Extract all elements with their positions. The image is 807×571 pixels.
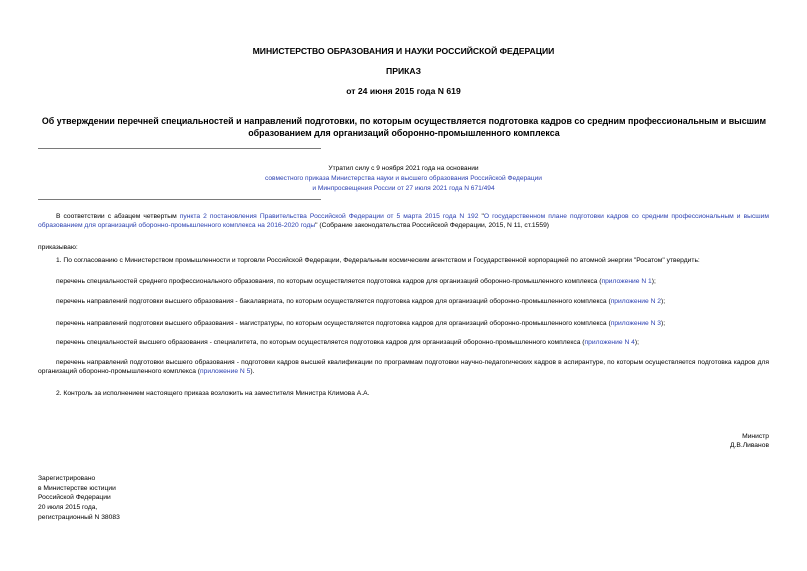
order-date: от 24 июня 2015 года N 619	[346, 86, 461, 96]
preamble-tail: " (Собрание законодательства Российской Федерации, 2015, N 11, ст.1559)	[315, 222, 550, 229]
ministry-heading: МИНИСТЕРСТВО ОБРАЗОВАНИЯ И НАУКИ РОССИЙСКОЙ ФЕДЕРАЦИИ	[252, 46, 555, 56]
order-heading: ПРИКАЗ	[386, 66, 421, 76]
order-title: Об утверждении перечней специальностей и направлений подготовки, по которым осуществляется подготовка кадров со средним профессиональным и высшим образованием для организаций оборонно-промышленного комплекса	[41, 116, 767, 138]
preamble-mid: "	[478, 213, 484, 220]
expiry-note-link[interactable]: и Минпросвещения России от 27 июля 2021 года N 671/494	[312, 185, 495, 192]
list-item-text: перечень направлений подготовки высшего образования - подготовки кадров высшей квалификации по программам подготовки научно-педагогических кадров в аспирантуре, по которым осуществляется подготовка кадров для организаций оборонно-промышленного комплекса (	[38, 359, 769, 375]
order-item-2: 2. Контроль за исполнением настоящего приказа возложить на заместителя Министра Климова А.А.	[56, 390, 370, 397]
signature-name: Д.В.Ливанов	[730, 442, 769, 449]
preamble-intro: В соответствии с абзацем четвертым	[56, 213, 180, 220]
order-item-1: 1. По согласованию с Министерством промышленности и торговли Российской Федерации, Федеральным космическим агентством и Государственной корпорацией по атомной энергии "Росатом" утвердить:	[56, 257, 700, 264]
appendix-link[interactable]: приложение N 3	[610, 320, 662, 327]
list-item	[38, 358, 769, 376]
list-item-end: ).	[250, 368, 255, 375]
appendix-link[interactable]: приложение N 1	[601, 278, 652, 285]
list-item-end: );	[634, 339, 639, 346]
registration-line: регистрационный N 38083	[38, 514, 120, 521]
appendix-link[interactable]: приложение N 5	[200, 368, 251, 375]
list-item	[38, 277, 769, 286]
registration-line: в Министерстве юстиции	[38, 485, 116, 492]
appendix-link[interactable]: приложение N 4	[584, 339, 635, 346]
list-item	[38, 319, 769, 328]
state-plan-link[interactable]: О государственном плане подготовки кадров со средним профессиональным и высшим образованием для организаций оборонно-промышленного комплекса на 2016-2020 годы	[38, 213, 769, 229]
divider-bottom	[38, 199, 321, 200]
expiry-note-line: Утратил силу с 9 ноября 2021 года на основании	[328, 165, 479, 172]
registration-line: Российской Федерации	[38, 494, 111, 501]
appendix-link[interactable]: приложение N 2	[610, 298, 661, 305]
decree-link[interactable]: пункта 2 постановления Правительства Российской Федерации от 5 марта 2015 года N 192	[179, 213, 479, 220]
signature-title: Министр	[742, 433, 769, 440]
expiry-note-link[interactable]: совместного приказа Министерства науки и высшего образования Российской Федерации	[265, 175, 542, 182]
list-item	[38, 338, 769, 347]
list-item-text: перечень направлений подготовки высшего образования - магистратуры, по которым осуществляется подготовка кадров для организаций оборонно-промышленного комплекса (	[56, 320, 611, 327]
list-item-text: перечень специальностей среднего профессионального образования, по которым осуществляется подготовка кадров для организаций оборонно-промышленного комплекса (	[56, 278, 602, 285]
list-item-text: перечень специальностей высшего образования - специалитета, по которым осуществляется подготовка кадров для организаций оборонно-промышленного комплекса (	[56, 339, 585, 346]
list-item-end: );	[661, 298, 666, 305]
list-item	[38, 297, 769, 306]
registration-line: Зарегистрировано	[38, 475, 96, 482]
list-item-end: );	[651, 278, 656, 285]
orders-word: приказываю:	[38, 244, 78, 251]
list-item-text: перечень направлений подготовки высшего образования - бакалавриата, по которым осуществляется подготовка кадров для организаций оборонно-промышленного комплекса (	[56, 298, 611, 305]
list-item-end: );	[661, 320, 666, 327]
preamble-paragraph	[38, 212, 769, 230]
registration-line: 20 июля 2015 года,	[38, 504, 98, 511]
divider-top	[38, 148, 321, 149]
